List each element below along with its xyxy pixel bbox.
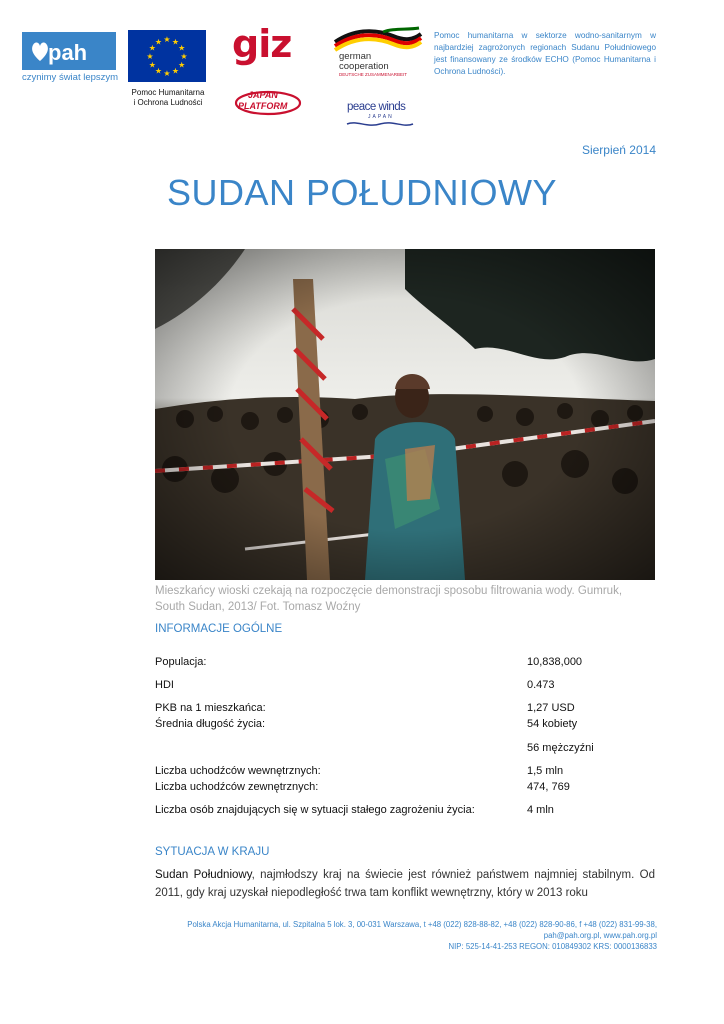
header-funding-note: Pomoc humanitarna w sektorze wodno-sanitarnym w najbardziej zagrożonych regionach Sudanu Południowego jest finansowany ze środków ECHO (Pomoc Humanitarna i Ochrona Ludności).	[434, 31, 656, 76]
peace-winds-wave-icon	[345, 120, 415, 128]
footer-contact: pah@pah.org.pl, www.pah.org.pl	[543, 931, 657, 940]
situation-lead: Sudan Południowy	[155, 869, 252, 881]
section-heading-general: INFORMACJE OGÓLNE	[155, 623, 283, 635]
german-cooperation-logo: german cooperation	[339, 51, 389, 72]
eu-star-icon: ★	[163, 35, 171, 44]
page-footer	[155, 919, 657, 952]
eu-star-icon: ★	[171, 37, 180, 47]
eu-star-icon: ★	[148, 60, 156, 70]
pah-logo-text: pah	[48, 40, 88, 65]
eu-star-icon: ★	[163, 69, 171, 78]
eu-star-icon: ★	[178, 43, 186, 53]
eu-star-icon: ★	[171, 66, 180, 76]
footer-address: Polska Akcja Humanitarna, ul. Szpitalna 5 lok. 3, 00-031 Warszawa, t +48 (022) 828-88-82, +48 (022) 828-90-86, f +48 (022) 831-99-38,	[187, 920, 657, 929]
pah-heart-icon	[30, 39, 50, 63]
eu-flag-logo	[128, 30, 206, 82]
peace-winds-subtitle: JAPAN	[368, 114, 394, 120]
photo-caption: Mieszkańcy wioski czekają na rozpoczęcie demonstracji sposobu filtrowania wody. Gumruk, South Sudan, 2013/ Fot. Tomasz Woźny	[155, 585, 623, 613]
eu-star-icon: ★	[154, 66, 163, 76]
footer-registration: NIP: 525-14-41-253 REGON: 010849302 KRS: 0000136833	[448, 942, 657, 951]
pah-tagline: czynimy świat lepszym	[22, 72, 119, 83]
photo-illustration	[155, 249, 655, 580]
eu-star-icon: ★	[180, 52, 188, 61]
document-date: Sierpień 2014	[581, 143, 656, 157]
eu-star-icon: ★	[178, 60, 186, 70]
eu-stars-icon	[128, 30, 206, 82]
eu-star-icon: ★	[154, 37, 163, 47]
cover-photo	[155, 249, 655, 580]
german-cooperation-subtitle: DEUTSCHE ZUSAMMENARBEIT	[339, 72, 408, 77]
page-title: SUDAN POŁUDNIOWY	[166, 172, 558, 213]
japan-platform-logo: JAPAN PLATFORM	[238, 90, 288, 111]
eu-label: Pomoc Humanitarna i Ochrona Ludności	[131, 88, 205, 107]
peace-winds-logo: peace winds	[347, 101, 406, 113]
section-heading-situation: SYTUACJA W KRAJU	[155, 846, 270, 858]
eu-star-icon: ★	[146, 52, 154, 61]
situation-paragraph: Sudan Południowy, najmłodszy kraj na świecie jest również państwem najmniej stabilnym. Od 2011, gdy kraj uzyskał niepodległość trwa tam konflikt wewnętrzny, który w 2013 roku	[155, 869, 655, 899]
eu-star-icon: ★	[148, 43, 156, 53]
german-cooperation-flag-icon	[333, 26, 423, 54]
giz-logo: giz	[232, 22, 292, 66]
